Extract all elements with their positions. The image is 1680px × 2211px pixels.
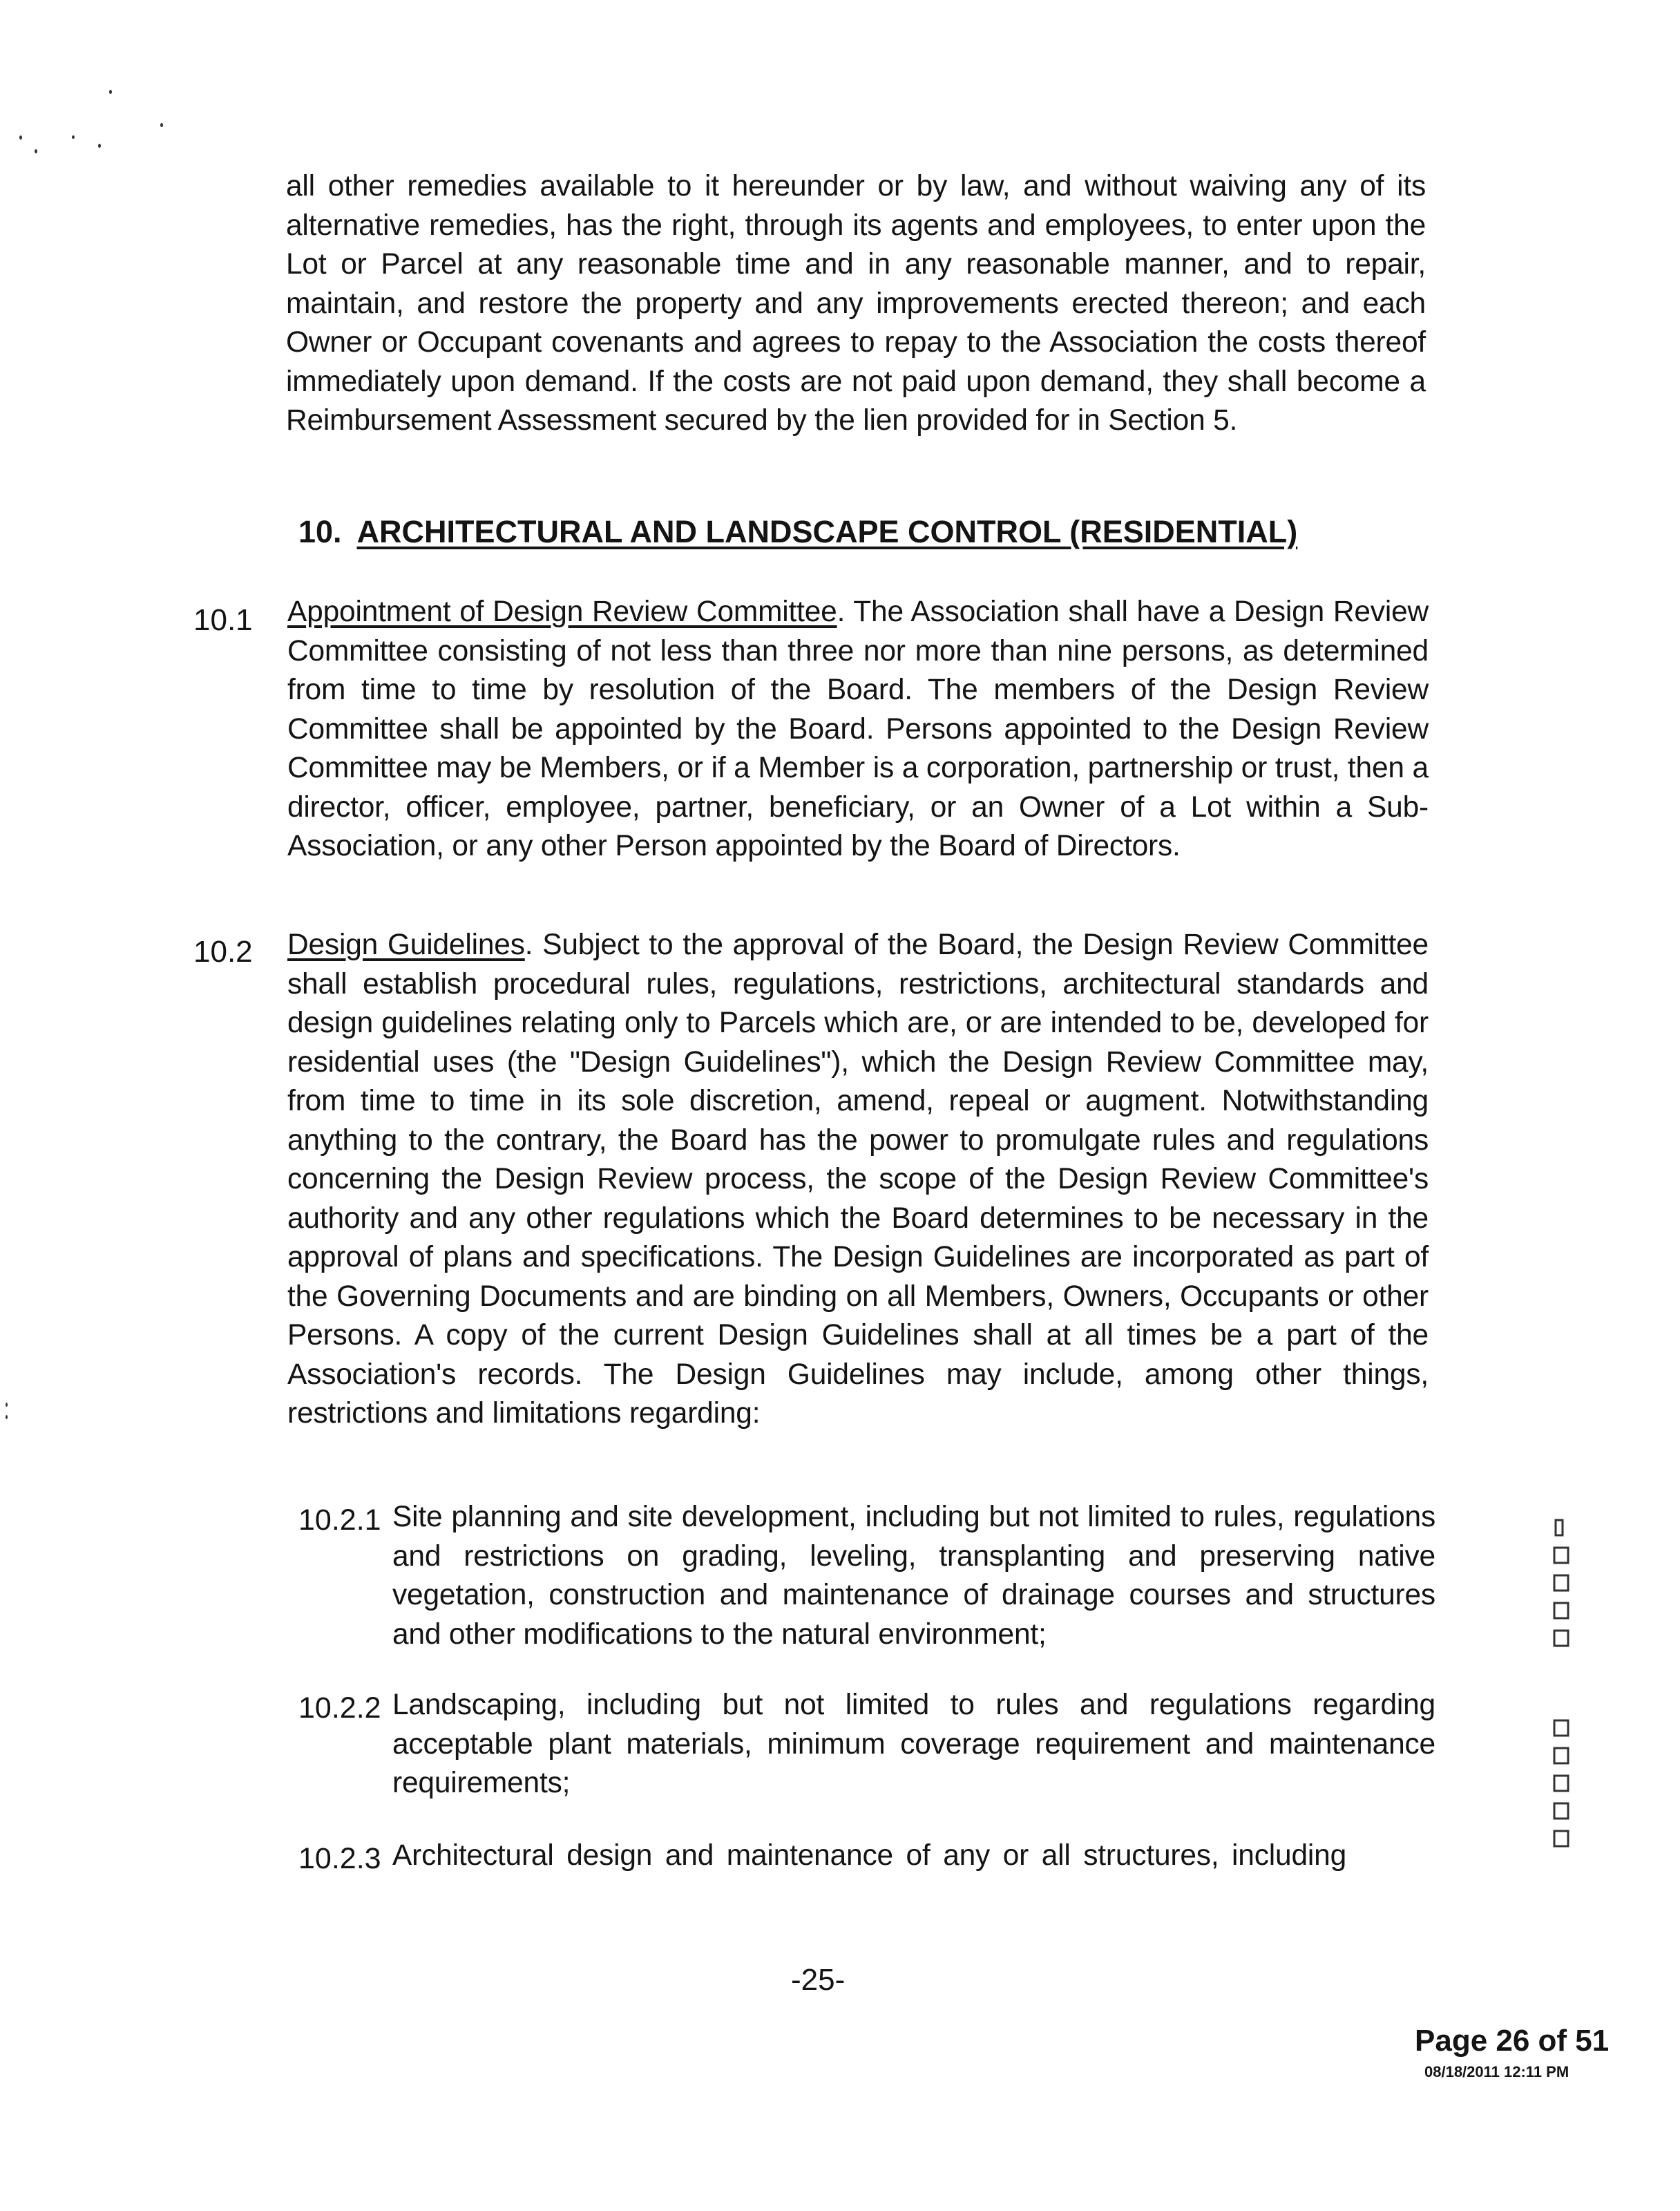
section-title: Appointment of Design Review Committee: [287, 596, 837, 628]
subsection-number: 10.2.2: [298, 1691, 381, 1725]
scan-speck: [109, 90, 112, 94]
section-text: . The Association shall have a Design Review Committee consisting of not less than three nor more than nine persons, as determined from time to time by resolution of the Board. The members of the Design Review Committee shall be appointed by the Board. Persons appointed to the Design Review Committee may be Members, or if a Member is a corporation, partnership or trust, then a director, officer, employee, partner, beneficiary, or an Owner of a Lot within a Sub-Association, or any other Person appointed by the Board of Directors.: [287, 596, 1429, 862]
subsection-number: 10.2.3: [298, 1842, 381, 1875]
subsection-text: Site planning and site development, including but not limited to rules, regulations and restrictions on grading, leveling, transplanting and preserving native vegetation, construction and maintenance of drainage courses and structures and other modifications to the natural environment;: [392, 1501, 1435, 1651]
scan-speck: [160, 123, 163, 127]
subsection-number: 10.2.1: [298, 1503, 381, 1537]
section-paragraph: [287, 926, 1429, 1434]
section-heading: [298, 511, 1297, 553]
scan-speck: [6, 1403, 8, 1407]
recording-stamp-mark: [1535, 1513, 1597, 1859]
scan-speck: [6, 1415, 8, 1419]
section-title: Design Guidelines: [287, 929, 525, 961]
scan-speck: [98, 144, 101, 148]
subsection-text: Architectural design and maintenance of any or all structures, including: [392, 1839, 1347, 1872]
section-number: 10.1: [193, 603, 253, 637]
stamp-datetime: 08/18/2011 12:11 PM: [1424, 2063, 1569, 2080]
section-number: 10.2: [193, 935, 253, 969]
section-text: . Subject to the approval of the Board, the Design Review Committee shall establish procedural rules, regulations, restrictions, architectural standards and design guidelines relating only to Parcels which are, or are intended to be, developed for residential uses (the "Design Guidelines"), which the Design Review Committee may, from time to time in its sole discretion, amend, repeal or augment. Notwithstanding anything to the contrary, the Board has the power to promulgate rules and regulations concerning the Design Review process, the scope of the Design Review Committee's authority and any other regulations which the Board determines to be necessary in the approval of plans and specifications. The Design Guidelines are incorporated as part of the Governing Documents and are binding on all Members, Owners, Occupants or other Persons. A copy of the current Design Guidelines shall at all times be a part of the Association's records. The Design Guidelines may include, among other things, restrictions and limitations regarding:: [287, 929, 1429, 1430]
subsection-text: Landscaping, including but not limited to rules and regulations regarding acceptable plant materials, minimum coverage requirement and maintenance requirements;: [392, 1689, 1435, 1799]
scan-speck: [35, 149, 37, 153]
scan-speck: [19, 135, 22, 140]
section-heading-title: ARCHITECTURAL AND LANDSCAPE CONTROL (RESIDENTIAL): [356, 514, 1298, 549]
section-heading-number: 10.: [298, 514, 342, 549]
intro-paragraph: all other remedies available to it hereunder or by law, and without waiving any of its alternative remedies, has the right, through its agents and employees, to enter upon the Lot or Parcel at any reasonable time and in any reasonable manner, and to repair, maintain, and restore the property and any improvements erected thereon; and each Owner or Occupant covenants and agrees to repay to the Association the costs thereof immediately upon demand. If the costs are not paid upon demand, they shall become a Reimbursement Assessment secured by the lien provided for in Section 5.: [286, 170, 1426, 437]
section-paragraph: [287, 593, 1429, 866]
scan-speck: [72, 135, 75, 139]
page-number: -25-: [791, 1963, 846, 1997]
stamp-page-count: Page 26 of 51: [1415, 2024, 1610, 2058]
